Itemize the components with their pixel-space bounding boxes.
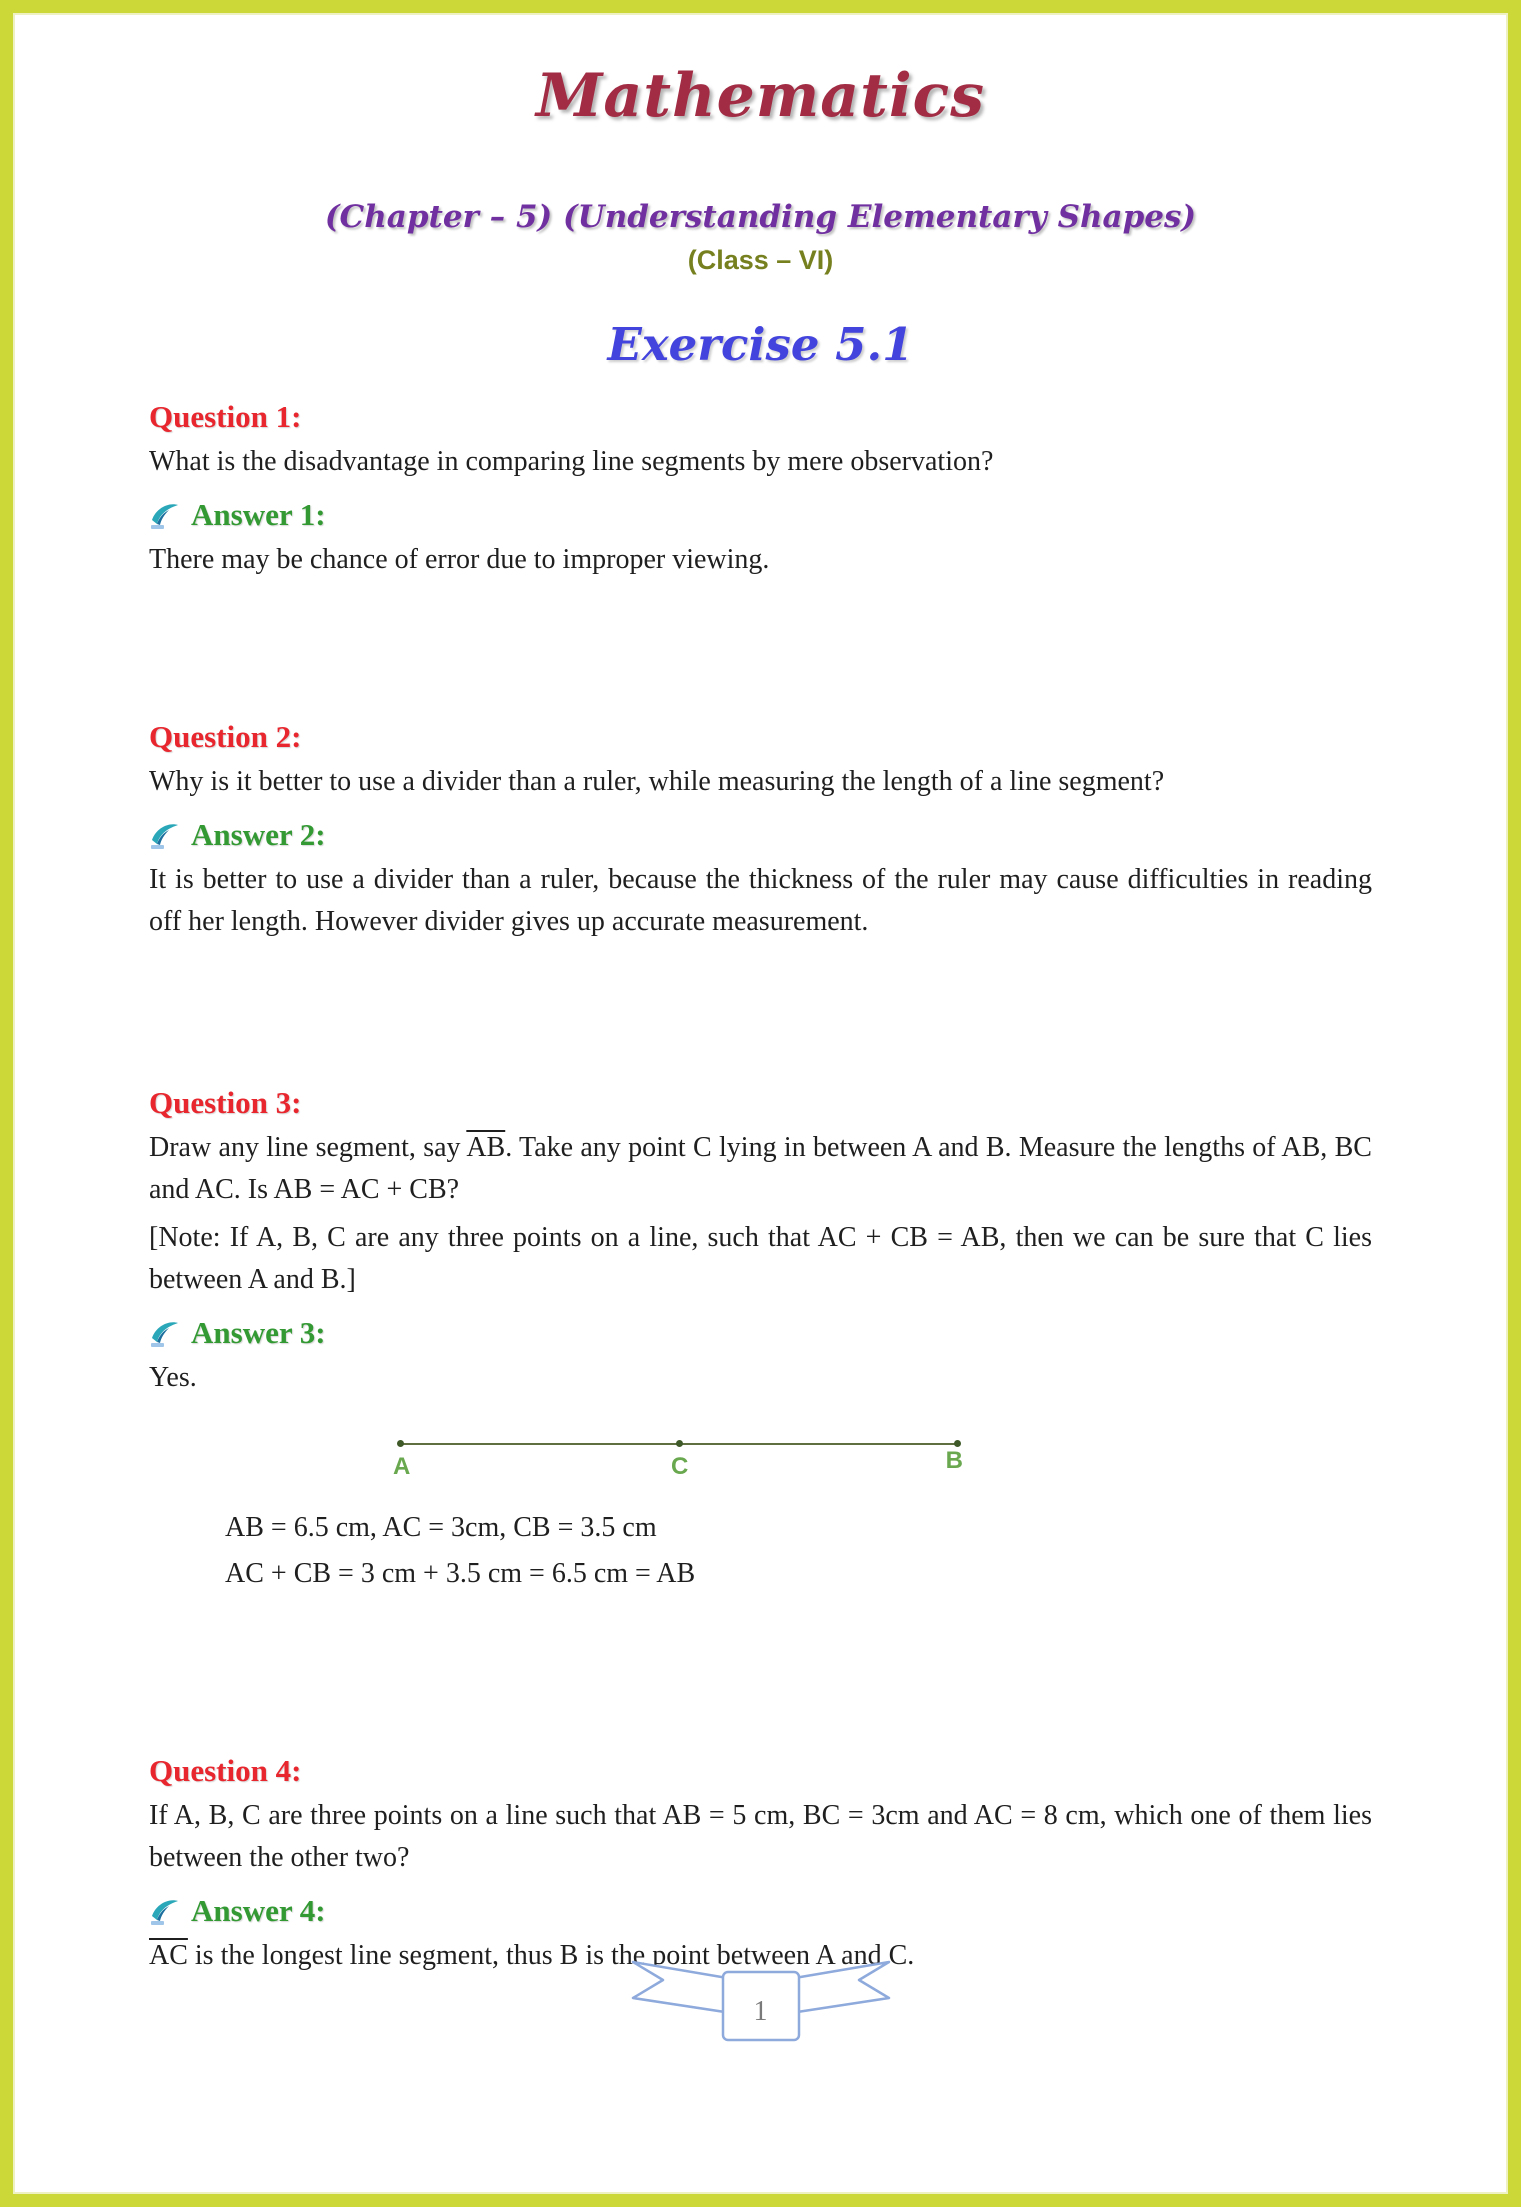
- answer-logo-icon: [149, 500, 181, 530]
- class-heading: (Class – VI): [687, 245, 834, 275]
- answer-2-label: Answer 2:: [191, 817, 326, 852]
- question-block-1: [149, 399, 1372, 581]
- question-3-text: [149, 1127, 1372, 1211]
- answer-3-label: Answer 3:: [191, 1315, 326, 1350]
- segment-ab-overline: $\overline{AB}$: [466, 1132, 506, 1163]
- answer-2-text: It is better to use a divider than a ruler, because the thickness of the ruler may cause difficulties in reading off her length. However divider gives up accurate measurement.: [149, 864, 1372, 937]
- question-3-note: [Note: If A, B, C are any three points on a line, such that AC + CB = AB, then we can be sure that C lies between A and B.]: [149, 1222, 1372, 1295]
- answer-logo-icon: [149, 820, 181, 850]
- answer-1-heading: [149, 497, 1372, 533]
- point-dot-c: [676, 1440, 683, 1447]
- question-3-label: Question 3:: [149, 1085, 302, 1120]
- point-dot-b: [954, 1440, 961, 1447]
- question-block-4: [149, 1753, 1372, 1977]
- segment-ac-overline: $\overline{AC}$: [149, 1940, 188, 1971]
- line-segment-figure: [393, 1429, 963, 1493]
- question-block-2: [149, 719, 1372, 943]
- answer-4-label: Answer 4:: [191, 1893, 326, 1928]
- measurement-line-2: AC + CB = 3 cm + 3.5 cm = 6.5 cm = AB: [225, 1558, 696, 1589]
- answer-2-heading: [149, 817, 1372, 853]
- exercise-heading: Exercise 5.1: [607, 318, 914, 371]
- answer-4-text-rest: is the longest line segment, thus B is the point between A and C.: [187, 1940, 915, 1971]
- answer-logo-icon: [149, 1896, 181, 1926]
- question-2-text: Why is it better to use a divider than a ruler, while measuring the length of a line segment?: [149, 766, 1165, 797]
- page-number: 1: [753, 1996, 768, 2027]
- point-label-a: A: [393, 1453, 411, 1480]
- question-4-text: If A, B, C are three points on a line such that AB = 5 cm, BC = 3cm and AC = 8 cm, which one of them lies between the other two?: [149, 1800, 1372, 1873]
- answer-1-text: There may be chance of error due to improper viewing.: [149, 544, 770, 575]
- measurement-line-1: AB = 6.5 cm, AC = 3cm, CB = 3.5 cm: [225, 1512, 657, 1543]
- page-number-ribbon: [611, 1956, 911, 2056]
- question-3-text-pre: Draw any line segment, say: [149, 1132, 467, 1163]
- measurement-lines: [225, 1507, 1372, 1595]
- question-2-label: Question 2:: [149, 719, 302, 754]
- answer-3-intro: Yes.: [149, 1362, 197, 1393]
- question-4-label: Question 4:: [149, 1753, 302, 1788]
- point-dot-a: [397, 1440, 404, 1447]
- answer-3-heading: [149, 1315, 1372, 1351]
- question-1-label: Question 1:: [149, 399, 302, 434]
- page-content: [13, 13, 1508, 1977]
- answer-logo-icon: [149, 1318, 181, 1348]
- question-3-text-post: . Take any point C lying in between A and B. Measure the lengths of AB, BC and AC. Is AB = AC + CB?: [149, 1132, 1372, 1205]
- point-label-c: C: [671, 1453, 689, 1480]
- question-block-3: [149, 1085, 1372, 1595]
- page-title: Mathematics: [536, 61, 985, 131]
- question-1-text: What is the disadvantage in comparing line segments by mere observation?: [149, 446, 994, 477]
- chapter-heading: (Chapter – 5) (Understanding Elementary Shapes): [324, 199, 1197, 235]
- answer-4-heading: [149, 1893, 1372, 1929]
- point-label-b: B: [945, 1447, 963, 1474]
- answer-1-label: Answer 1:: [191, 497, 326, 532]
